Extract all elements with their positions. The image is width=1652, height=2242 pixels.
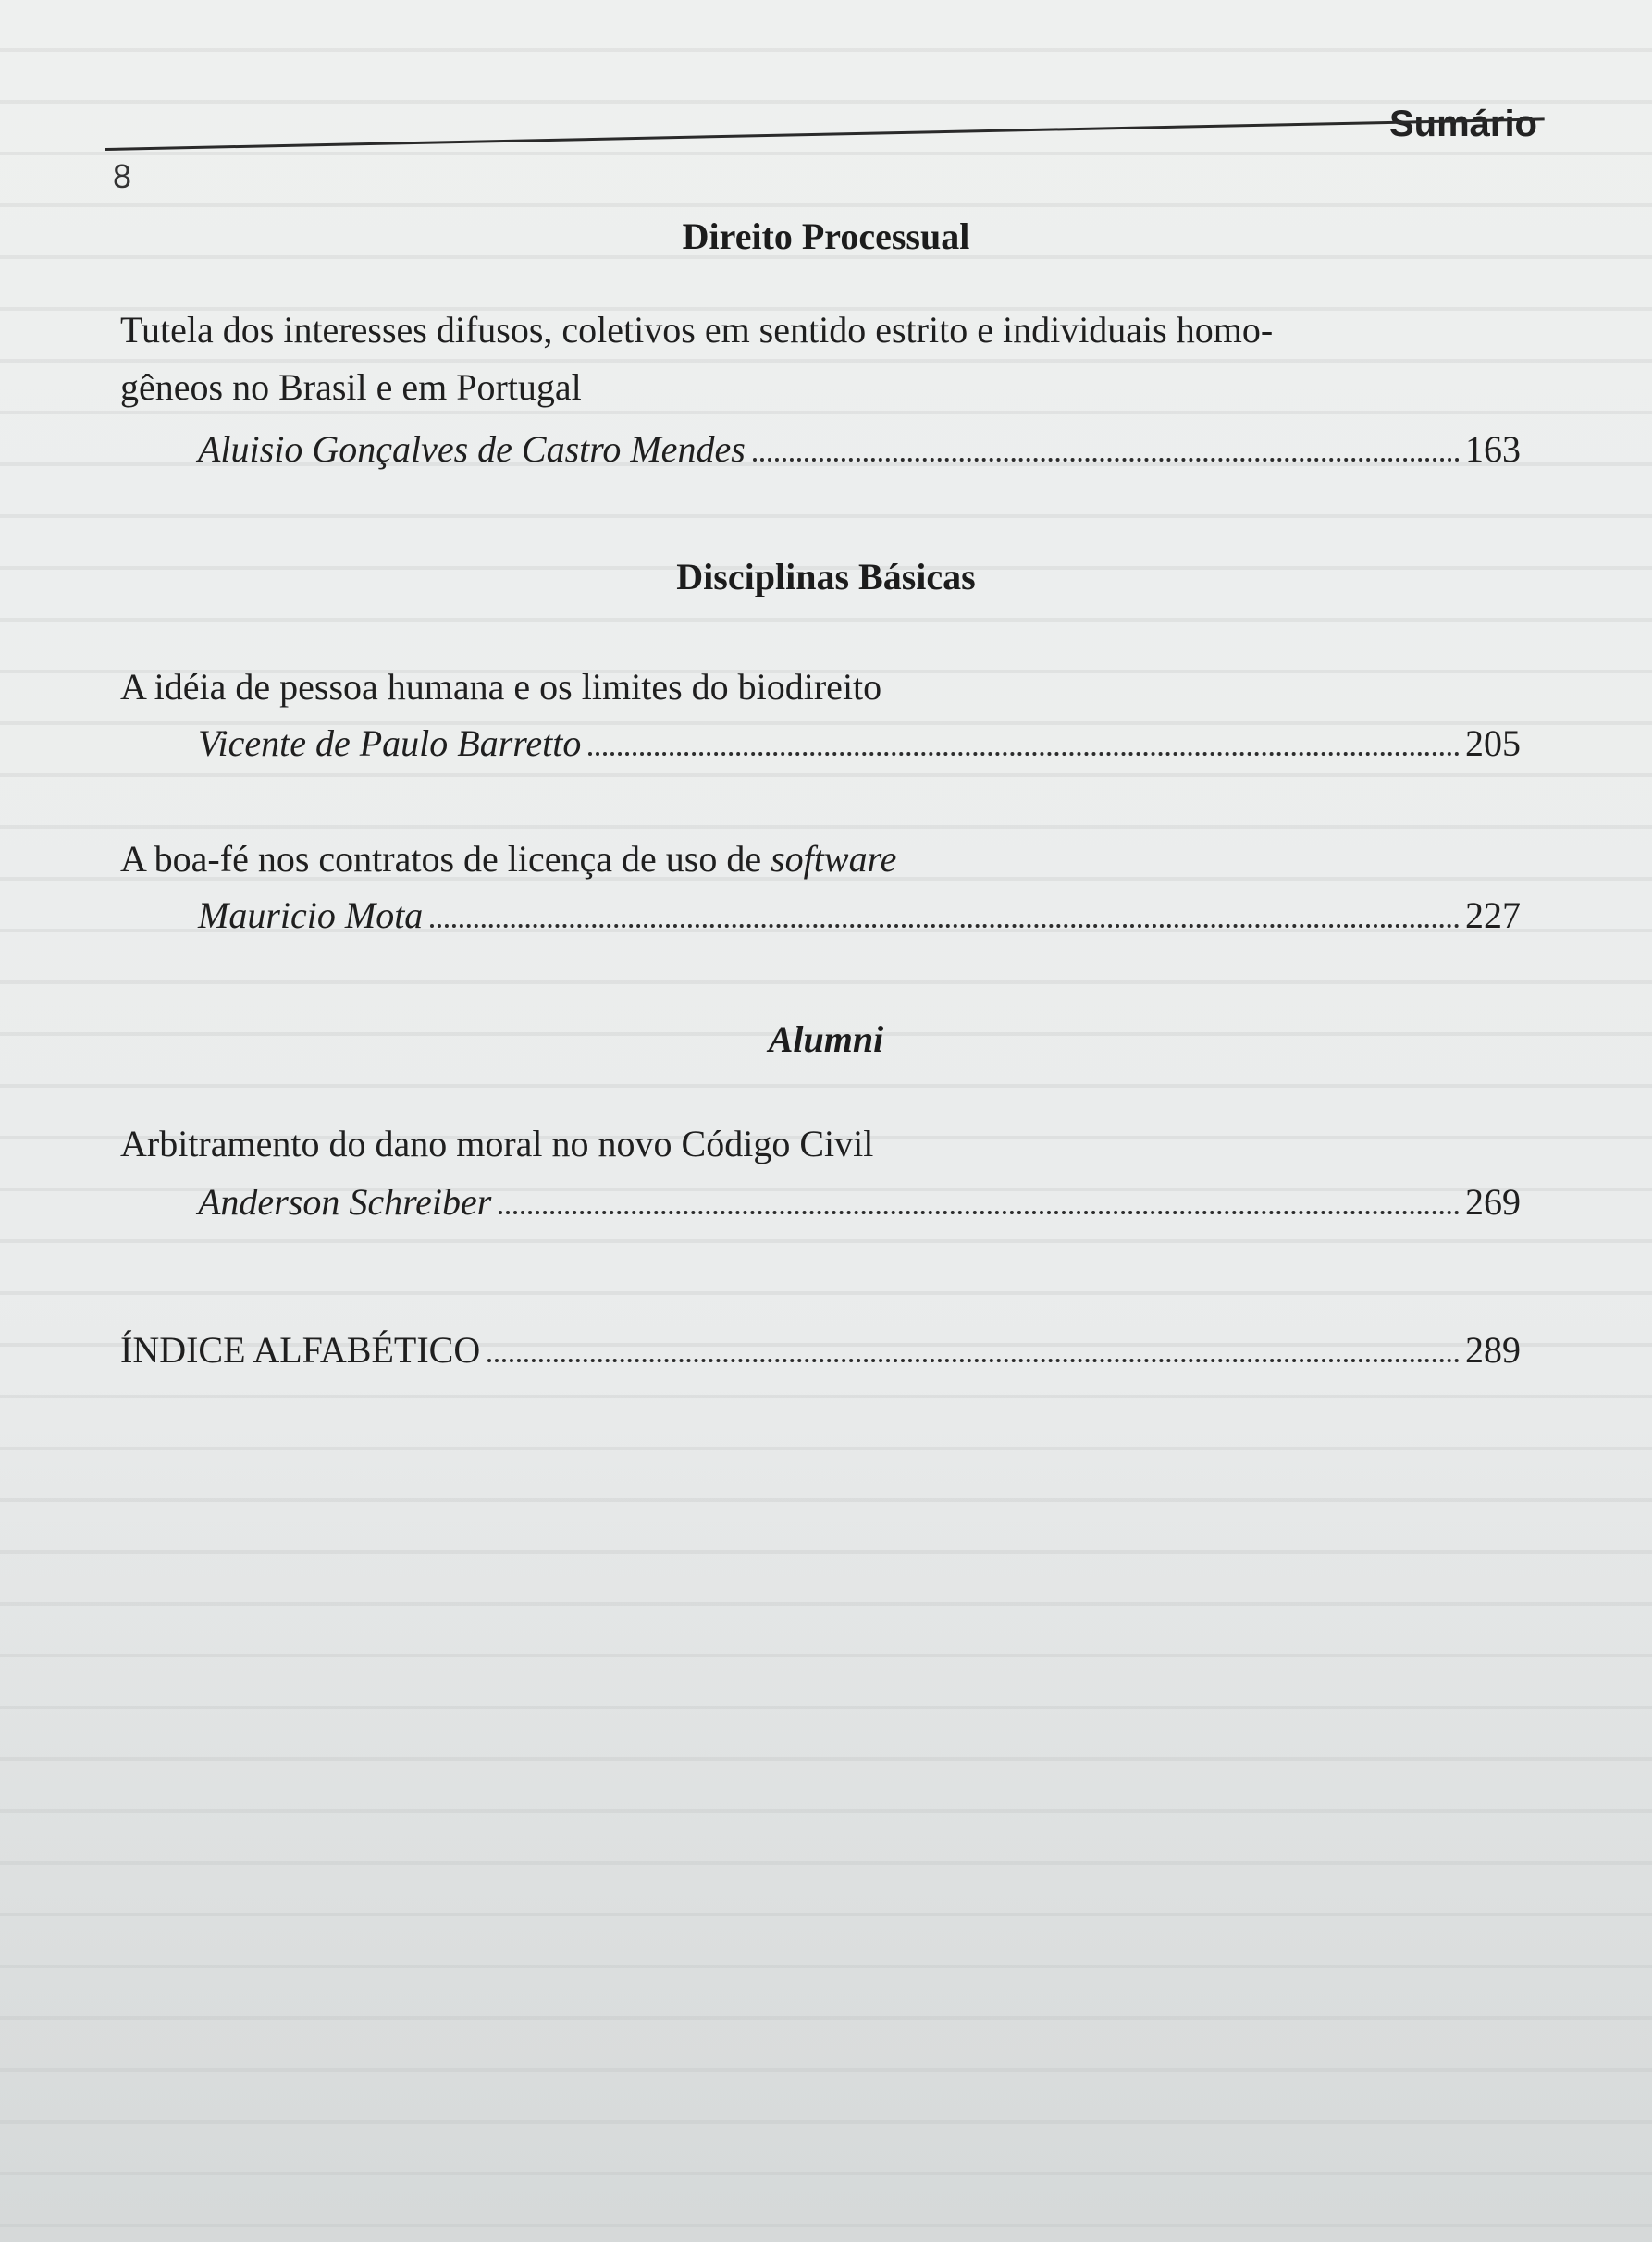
toc-entry-author-line[interactable] bbox=[198, 1180, 1521, 1224]
header-rule bbox=[105, 117, 1545, 151]
section-title-direito-processual: Direito Processual bbox=[682, 216, 970, 257]
toc-entry-author-line[interactable] bbox=[198, 893, 1521, 937]
page-number: 8 bbox=[113, 157, 132, 195]
toc-entry-title bbox=[120, 831, 1508, 888]
toc-entry-author: Aluisio Gonçalves de Castro Mendes bbox=[198, 428, 746, 470]
toc-entry-page: 269 bbox=[1465, 1181, 1521, 1223]
toc-entry-author: Mauricio Mota bbox=[198, 894, 424, 936]
toc-entry-author-line[interactable] bbox=[198, 427, 1521, 471]
index-label: ÍNDICE ALFABÉTICO bbox=[120, 1329, 481, 1371]
section-title-alumni: Alumni bbox=[768, 1018, 884, 1060]
leader-dots bbox=[588, 752, 1460, 756]
toc-entry-page: 227 bbox=[1465, 894, 1521, 936]
running-head: Sumário bbox=[1388, 104, 1537, 144]
toc-entry-title: A idéia de pessoa humana e os limites do biodireito bbox=[120, 666, 882, 708]
leader-dots bbox=[487, 1359, 1460, 1362]
index-page: 289 bbox=[1465, 1329, 1521, 1371]
toc-entry-page: 163 bbox=[1465, 428, 1521, 470]
toc-entry-title bbox=[120, 302, 1508, 416]
toc-index-line[interactable] bbox=[120, 1328, 1521, 1372]
toc-entry-author-line[interactable] bbox=[198, 721, 1521, 765]
page-shadow bbox=[0, 1387, 1652, 2242]
toc-entry-title-line: Tutela dos interesses difusos, coletivos em sentido estrito e individuais homo- bbox=[120, 309, 1274, 351]
leader-dots bbox=[753, 458, 1460, 462]
leader-dots bbox=[430, 924, 1460, 928]
section-title-disciplinas-basicas: Disciplinas Básicas bbox=[676, 556, 976, 597]
toc-entry-title-line: gêneos no Brasil e em Portugal bbox=[120, 366, 582, 408]
toc-entry-author: Anderson Schreiber bbox=[198, 1181, 492, 1223]
toc-entry-title-italic: software bbox=[771, 838, 897, 880]
toc-entry-title: Arbitramento do dano moral no novo Código Civil bbox=[120, 1123, 874, 1164]
toc-entry-author: Vicente de Paulo Barretto bbox=[198, 722, 582, 764]
leader-dots bbox=[499, 1211, 1460, 1214]
toc-entry-page: 205 bbox=[1465, 722, 1521, 764]
toc-entry-title-text: A boa-fé nos contratos de licença de uso de bbox=[120, 838, 771, 880]
